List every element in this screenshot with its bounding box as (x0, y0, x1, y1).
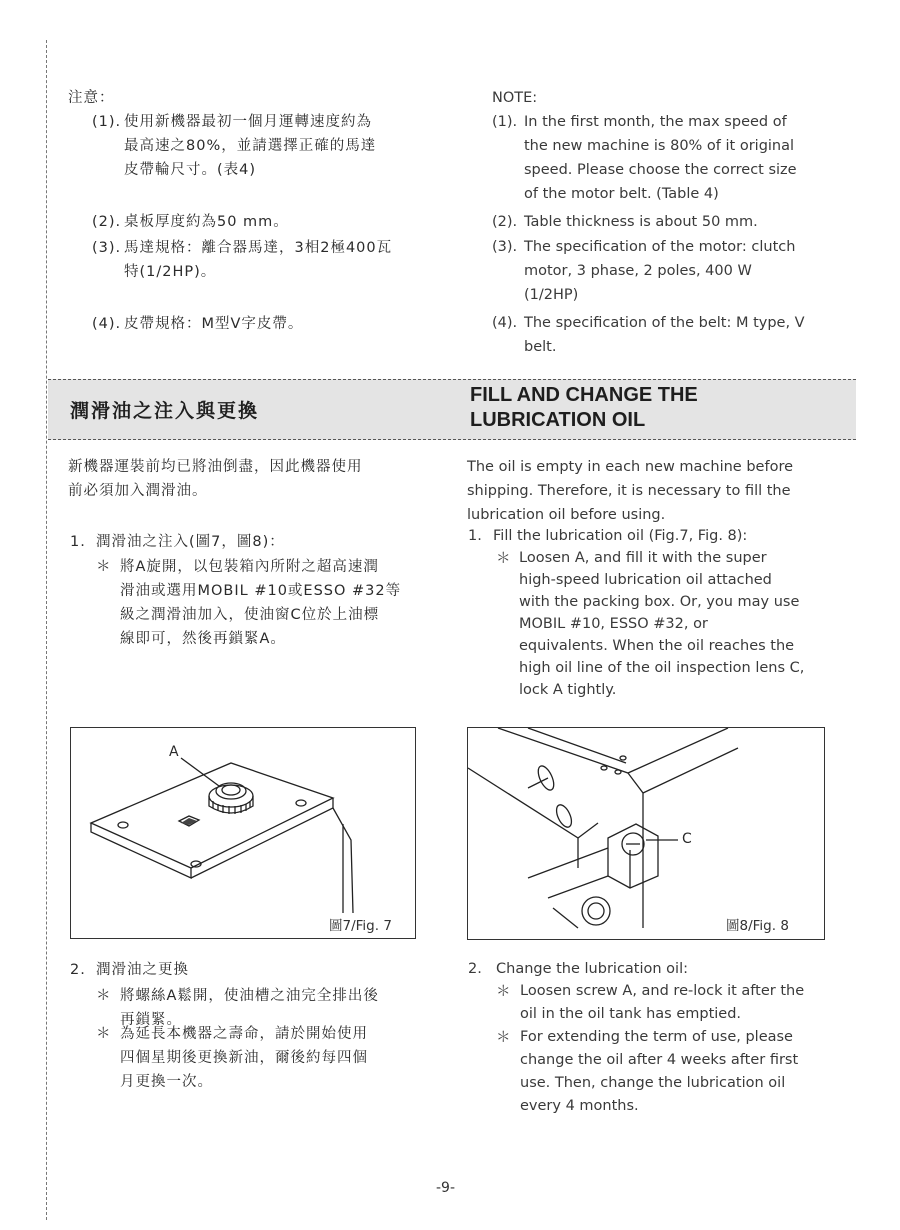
fill-zh-line: 線即可，然後再鎖緊A。 (120, 631, 286, 647)
notes-en-item-3-num: (3). (492, 239, 518, 255)
notes-zh-item-1-num: (1). (92, 114, 122, 130)
intro-zh-line: 前必須加入潤滑油。 (68, 483, 208, 499)
change-zh-line: 為延長本機器之壽命，請於開始使用 (120, 1026, 368, 1042)
notes-en-item-2: Table thickness is about 50 mm. (524, 214, 758, 230)
change-en-line: For extending the term of use, please (520, 1029, 793, 1045)
figure-7 (70, 727, 416, 939)
change-en-bullet-2: ＊ (496, 1030, 511, 1046)
notes-en-item-4 (524, 311, 805, 359)
notes-zh-item-4: 皮帶規格：M型V字皮帶。 (124, 316, 304, 332)
notes-zh-item-2-num: (2). (92, 214, 122, 230)
notes-en-item-3-line: (1/2HP) (524, 287, 579, 303)
change-zh-line: 四個星期後更換新油，爾後約每四個 (120, 1050, 368, 1066)
figure-8 (467, 727, 825, 940)
intro-zh-line: 新機器運裝前均已將油倒盡，因此機器使用 (68, 459, 363, 475)
notes-zh-item-3-num: (3). (92, 240, 122, 256)
notes-en-item-1-num: (1). (492, 114, 518, 130)
fill-en-line: high oil line of the oil inspection lens C, (519, 660, 805, 676)
intro-en (467, 455, 793, 527)
binding-margin-line (46, 40, 47, 1220)
change-zh-bullet-2: ＊ (96, 1026, 112, 1042)
fill-zh-text (120, 555, 401, 651)
figure-8-illustration (468, 728, 824, 939)
notes-en-item-1-line: In the first month, the max speed of (524, 114, 787, 130)
notes-zh-item-3 (124, 236, 392, 284)
notes-zh-item-2: 桌板厚度約為50 mm。 (124, 214, 289, 230)
fill-en-line: Loosen A, and fill it with the super (519, 550, 767, 566)
notes-en-item-4-num: (4). (492, 315, 518, 331)
change-en-bullet-1: ＊ (496, 984, 511, 1000)
change-en-text-2 (520, 1026, 798, 1118)
fill-en-line: with the packing box. Or, you may use (519, 594, 800, 610)
fill-zh-line: 將A旋開，以包裝箱內所附之超高速潤 (120, 559, 379, 575)
notes-en-item-1-line: speed. Please choose the correct size (524, 162, 797, 178)
section-title-en-line: FILL AND CHANGE THE (470, 384, 698, 406)
fill-en-bullet: ＊ (496, 551, 511, 567)
notes-en-item-1-line: of the motor belt. (Table 4) (524, 186, 719, 202)
notes-zh-item-1-line: 皮帶輪尺寸。(表4) (124, 162, 257, 178)
change-en-line: oil in the oil tank has emptied. (520, 1006, 742, 1022)
section-title-en-line: LUBRICATION OIL (470, 409, 646, 431)
change-en-title: Change the lubrication oil: (496, 961, 688, 977)
change-en-num: 2. (468, 961, 482, 977)
change-zh-bullet-1: ＊ (96, 988, 112, 1004)
change-zh-line: 將螺絲A鬆開，使油槽之油完全排出後 (120, 988, 379, 1004)
notes-en-item-3 (524, 235, 795, 307)
change-en-line: Loosen screw A, and re-lock it after the (520, 983, 805, 999)
figure-7-caption: 圖7/Fig. 7 (329, 918, 392, 934)
figure-8-label-c: C (682, 831, 692, 847)
intro-en-line: shipping. Therefore, it is necessary to fill the (467, 483, 791, 499)
section-title-zh: 潤滑油之注入與更換 (70, 400, 260, 422)
notes-en-item-2-num: (2). (492, 214, 518, 230)
notes-en-item-4-line: belt. (524, 339, 557, 355)
fill-zh-title: 潤滑油之注入(圖7，圖8)： (96, 534, 285, 550)
notes-en-heading: NOTE: (492, 90, 538, 106)
notes-en-item-4-line: The specification of the belt: M type, V (524, 315, 805, 331)
fill-en-line: MOBIL #10, ESSO #32, or (519, 616, 708, 632)
fill-en-title: Fill the lubrication oil (Fig.7, Fig. 8): (493, 528, 748, 544)
fill-en-line: equivalents. When the oil reaches the (519, 638, 795, 654)
change-zh-text-2 (120, 1022, 368, 1094)
figure-7-illustration (71, 728, 415, 938)
notes-zh-item-3-line: 馬達規格：離合器馬達，3相2極400瓦 (124, 240, 393, 256)
notes-zh-heading: 注意： (68, 90, 115, 106)
change-en-line: change the oil after 4 weeks after first (520, 1052, 799, 1068)
notes-zh-item-1 (124, 110, 376, 182)
notes-zh-item-1-line: 使用新機器最初一個月運轉速度約為 (124, 114, 372, 130)
fill-en-line: lock A tightly. (519, 682, 617, 698)
notes-zh-item-3-line: 特(1/2HP)。 (124, 264, 217, 280)
section-title-en (470, 383, 800, 433)
figure-7-label-a: A (169, 744, 179, 760)
change-en-text-1 (520, 980, 804, 1026)
intro-en-line: The oil is empty in each new machine before (467, 459, 794, 475)
change-zh-line: 再鎖緊。 (120, 1012, 182, 1028)
figure-8-caption: 圖8/Fig. 8 (726, 918, 789, 934)
notes-en-item-3-line: motor, 3 phase, 2 poles, 400 W (524, 263, 752, 279)
change-zh-title: 潤滑油之更換 (96, 962, 189, 978)
notes-zh-item-4-num: (4). (92, 316, 122, 332)
fill-en-num: 1. (468, 528, 482, 544)
notes-en-item-1 (524, 110, 797, 206)
change-en-line: every 4 months. (520, 1098, 639, 1114)
notes-en-item-1-line: the new machine is 80% of it original (524, 138, 795, 154)
change-zh-num: 2. (70, 962, 86, 978)
fill-zh-bullet: ＊ (96, 559, 112, 575)
change-en-line: use. Then, change the lubrication oil (520, 1075, 786, 1091)
fill-zh-line: 滑油或選用MOBIL #10或ESSO #32等 (120, 583, 402, 599)
change-zh-line: 月更換一次。 (120, 1074, 213, 1090)
fill-zh-num: 1. (70, 534, 86, 550)
notes-zh-item-1-line: 最高速之80%，並請選擇正確的馬達 (124, 138, 377, 154)
fill-en-line: high-speed lubrication oil attached (519, 572, 772, 588)
notes-en-item-3-line: The specification of the motor: clutch (524, 239, 796, 255)
intro-zh (68, 455, 363, 503)
intro-en-line: lubrication oil before using. (467, 507, 666, 523)
fill-en-text (519, 547, 804, 701)
fill-zh-line: 級之潤滑油加入，使油窗C位於上油標 (120, 607, 380, 623)
page-number: -9- (436, 1180, 456, 1196)
